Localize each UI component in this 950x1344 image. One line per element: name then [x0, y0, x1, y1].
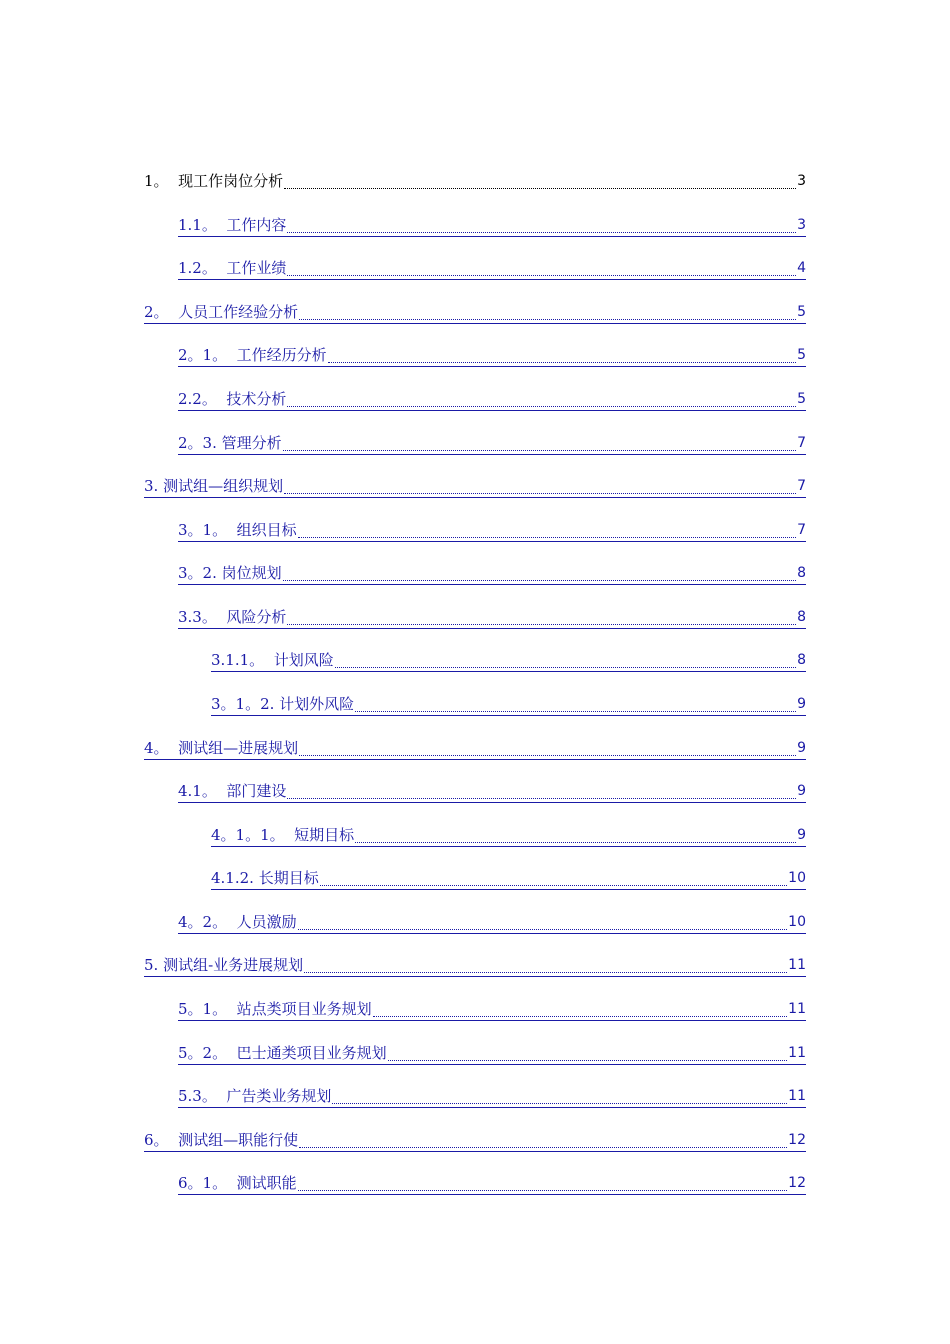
toc-entry-3-1-2[interactable] [211, 691, 806, 716]
toc-entry-label: 3。1。2. 计划外风险 [211, 695, 355, 713]
toc-leader-dots [284, 174, 796, 189]
toc-leader-dots [287, 261, 796, 276]
toc-leader-dots [320, 871, 787, 886]
toc-leader-dots [373, 1002, 788, 1017]
toc-entry-label: 2。 人员工作经验分析 [144, 303, 299, 321]
toc-page-number: 12 [788, 1175, 806, 1191]
toc-entry-3-1[interactable] [178, 517, 806, 542]
toc-page-number: 5 [797, 347, 806, 363]
toc-leader-dots [335, 653, 796, 668]
toc-entry-4-1-1[interactable] [211, 822, 806, 847]
toc-page-number: 10 [788, 914, 806, 930]
toc-page-number: 3 [797, 173, 806, 189]
toc-entry-label: 1。 现工作岗位分析 [144, 172, 284, 190]
toc-entry-3[interactable] [144, 473, 806, 498]
toc-entry-6-1[interactable] [178, 1170, 806, 1195]
toc-leader-dots [304, 958, 787, 973]
toc-entry-1-1[interactable] [178, 212, 806, 237]
toc-page-number: 12 [788, 1132, 806, 1148]
toc-entry-5-1[interactable] [178, 996, 806, 1021]
toc-entry-4-1[interactable] [178, 778, 806, 803]
toc-leader-dots [287, 610, 796, 625]
toc-page-number: 7 [797, 522, 806, 538]
toc-entry-label: 3.1.1。 计划风险 [211, 651, 334, 669]
toc-leader-dots [355, 828, 796, 843]
toc-entry-1-2[interactable] [178, 255, 806, 280]
toc-leader-dots [283, 566, 796, 581]
toc-leader-dots [298, 1176, 788, 1191]
toc-entry-4[interactable] [144, 735, 806, 760]
toc-entry-1[interactable] [144, 168, 806, 192]
toc-entry-5-3[interactable] [178, 1083, 806, 1108]
toc-entry-label: 3. 测试组—组织规划 [144, 477, 284, 495]
toc-page-number: 11 [788, 1001, 806, 1017]
toc-leader-dots [287, 392, 796, 407]
toc-entry-2[interactable] [144, 299, 806, 324]
toc-page-number: 9 [797, 696, 806, 712]
toc-page-number: 4 [797, 260, 806, 276]
toc-page-number: 11 [788, 957, 806, 973]
toc-entry-label: 4.1.2. 长期目标 [211, 869, 319, 887]
toc-entry-label: 5。2。 巴士通类项目业务规划 [178, 1044, 387, 1062]
toc-leader-dots [287, 784, 796, 799]
toc-entry-label: 5。1。 站点类项目业务规划 [178, 1000, 372, 1018]
toc-entry-label: 5.3。 广告类业务规划 [178, 1087, 332, 1105]
toc-leader-dots [355, 697, 796, 712]
toc-page-number: 11 [788, 1088, 806, 1104]
toc-leader-dots [283, 436, 796, 451]
toc-page-number: 8 [797, 609, 806, 625]
toc-entry-label: 4。 测试组—进展规划 [144, 739, 299, 757]
toc-entry-3-1-1[interactable] [211, 647, 806, 672]
toc-entry-label: 5. 测试组-业务进展规划 [144, 956, 304, 974]
toc-page-number: 7 [797, 478, 806, 494]
toc-entry-label: 4。1。1。 短期目标 [211, 826, 355, 844]
toc-entry-label: 1.1。 工作内容 [178, 216, 287, 234]
toc-entry-2-2[interactable] [178, 386, 806, 411]
toc-page-number: 11 [788, 1045, 806, 1061]
toc-entry-4-2[interactable] [178, 909, 806, 934]
toc-leader-dots [332, 1089, 787, 1104]
toc-entry-label: 4。2。 人员激励 [178, 913, 297, 931]
toc-page-number: 10 [788, 870, 806, 886]
toc-entry-label: 2.2。 技术分析 [178, 390, 287, 408]
toc-leader-dots [287, 218, 796, 233]
toc-entry-5-2[interactable] [178, 1040, 806, 1065]
toc-entry-label: 2。3. 管理分析 [178, 434, 282, 452]
toc-entry-label: 6。1。 测试职能 [178, 1174, 297, 1192]
toc-leader-dots [298, 915, 788, 930]
toc-leader-dots [328, 348, 796, 363]
toc-leader-dots [298, 523, 796, 538]
toc-entry-label: 4.1。 部门建设 [178, 782, 287, 800]
toc-entry-2-1[interactable] [178, 342, 806, 367]
toc-entry-3-3[interactable] [178, 604, 806, 629]
toc-leader-dots [299, 305, 796, 320]
toc-page-number: 9 [797, 783, 806, 799]
toc-page-number: 5 [797, 304, 806, 320]
toc-page-number: 8 [797, 652, 806, 668]
toc-page-number: 9 [797, 827, 806, 843]
toc-leader-dots [299, 741, 796, 756]
toc-entry-label: 2。1。 工作经历分析 [178, 346, 327, 364]
toc-entry-label: 3.3。 风险分析 [178, 608, 287, 626]
toc-page-number: 3 [797, 217, 806, 233]
toc-page-number: 5 [797, 391, 806, 407]
toc-entry-3-2[interactable] [178, 560, 806, 585]
toc-entry-label: 3。1。 组织目标 [178, 521, 297, 539]
toc-page-number: 7 [797, 435, 806, 451]
toc-leader-dots [388, 1046, 788, 1061]
toc-entry-6[interactable] [144, 1127, 806, 1152]
toc-entry-label: 3。2. 岗位规划 [178, 564, 282, 582]
toc-page-number: 9 [797, 740, 806, 756]
toc-entry-label: 6。 测试组—职能行使 [144, 1131, 299, 1149]
toc-entry-5[interactable] [144, 952, 806, 977]
toc-entry-4-1-2[interactable] [211, 865, 806, 890]
toc-entry-2-3[interactable] [178, 430, 806, 455]
toc-entry-label: 1.2。 工作业绩 [178, 259, 287, 277]
toc-leader-dots [299, 1133, 787, 1148]
toc-leader-dots [284, 479, 796, 494]
toc-page-number: 8 [797, 565, 806, 581]
